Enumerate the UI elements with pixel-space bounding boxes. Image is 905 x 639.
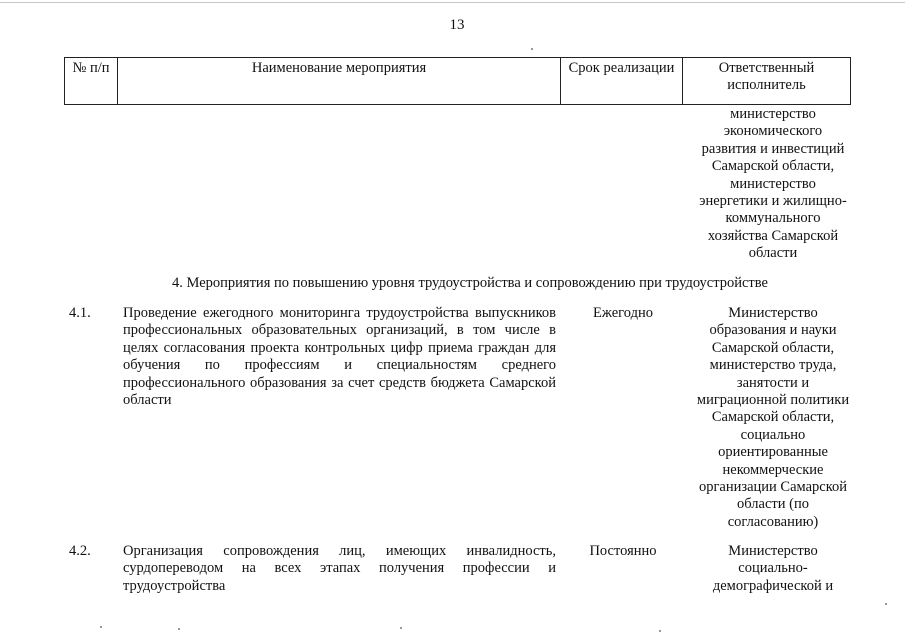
responsible-line: развития и инвестиций <box>701 140 845 157</box>
header-responsible: Ответственный исполнитель <box>683 58 851 105</box>
responsible-line: Самарской области, <box>711 409 835 426</box>
row-responsible <box>690 543 856 595</box>
measures-table-header <box>64 57 851 105</box>
responsible-line: миграционной политики <box>696 392 850 409</box>
header-term: Срок реализации <box>561 58 683 105</box>
scan-speck <box>400 627 402 629</box>
scan-speck <box>531 48 533 50</box>
responsible-line: ориентированные <box>718 444 828 461</box>
page-number: 13 <box>449 17 465 33</box>
responsible-line: занятости и <box>736 374 810 391</box>
responsible-line: Министерство <box>728 305 818 321</box>
continued-responsible <box>690 106 856 263</box>
row-term: Ежегодно <box>593 305 653 321</box>
header-name: Наименование мероприятия <box>118 58 561 105</box>
responsible-line: организации Самарской <box>698 479 848 496</box>
responsible-line: демографической и <box>712 577 834 594</box>
responsible-line: министерство труда, <box>709 357 837 374</box>
row-term: Постоянно <box>589 543 657 559</box>
scan-speck <box>100 626 102 628</box>
responsible-line: экономического <box>723 123 823 140</box>
responsible-line: социально <box>740 426 806 443</box>
scan-speck <box>885 603 887 605</box>
responsible-line: области <box>748 245 798 262</box>
row-description: Проведение ежегодного мониторинга трудоустройства выпускников профессиональных образовательных организаций, в том числе в целях согласования проекта контрольных цифр приема граждан для обучения по профессиям и специальностям среднего профессионального образования за счет средств бюджета Самарской области <box>123 305 556 409</box>
row-responsible <box>690 305 856 531</box>
responsible-line: коммунального <box>725 210 821 227</box>
responsible-line: министерство <box>730 106 816 122</box>
responsible-line: Самарской области, <box>711 158 835 175</box>
responsible-line: области (по <box>737 496 809 513</box>
scan-speck <box>659 630 661 632</box>
responsible-line: министерство <box>730 175 816 192</box>
row-number: 4.2. <box>69 543 91 559</box>
section-heading: 4. Мероприятия по повышению уровня трудоустройства и сопровождению при трудоустройстве <box>172 275 768 291</box>
responsible-line: социально- <box>738 560 808 577</box>
header-number: № п/п <box>65 58 118 105</box>
row-description: Организация сопровождения лиц, имеющих инвалидность, сурдопереводом на всех этапах получения профессии и трудоустройства <box>123 543 556 594</box>
responsible-line: Самарской области, <box>711 339 835 356</box>
responsible-line: образования и науки <box>709 322 837 339</box>
responsible-line: некоммерческие <box>722 461 824 478</box>
responsible-line: хозяйства Самарской <box>707 227 839 244</box>
responsible-line: Министерство <box>728 543 818 559</box>
page-top-edge <box>0 2 905 3</box>
scan-speck <box>178 628 180 630</box>
responsible-line: согласованию) <box>727 513 819 530</box>
responsible-line: энергетики и жилищно- <box>699 193 847 210</box>
row-number: 4.1. <box>69 305 91 321</box>
